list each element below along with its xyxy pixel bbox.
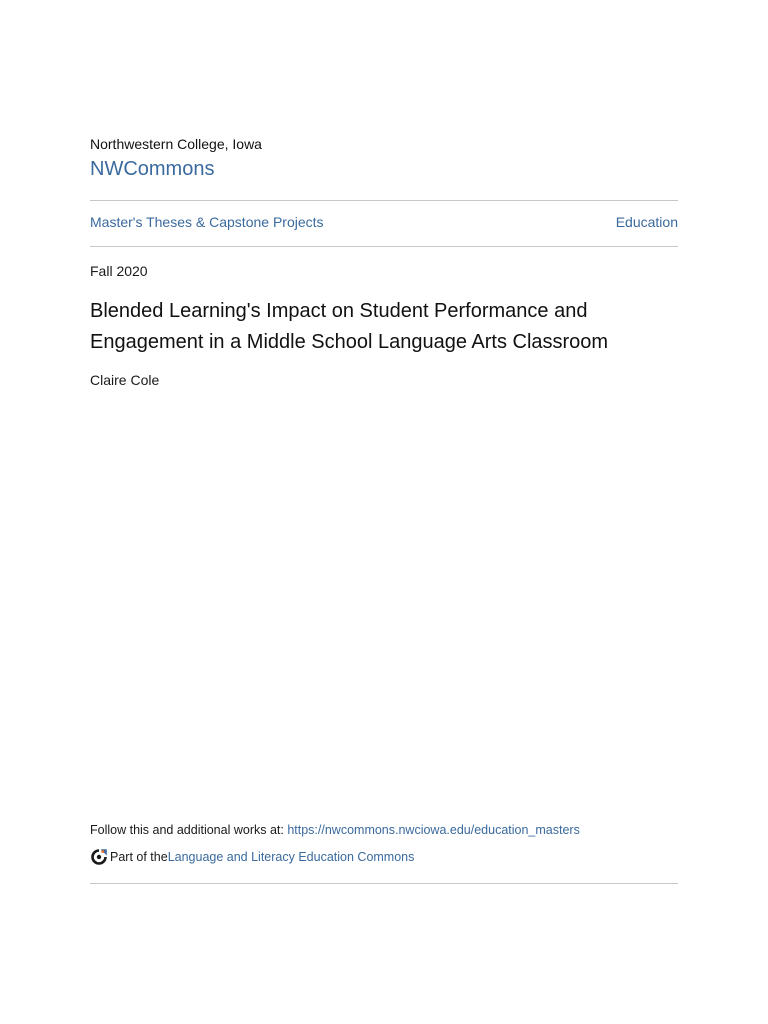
- follow-url-link[interactable]: https://nwcommons.nwciowa.edu/education_masters: [287, 823, 580, 837]
- author-name: Claire Cole: [90, 372, 160, 388]
- follow-line: [90, 823, 580, 837]
- divider-top: [90, 200, 678, 201]
- collection-link[interactable]: Master's Theses & Capstone Projects: [90, 214, 324, 230]
- commons-discipline-link[interactable]: Language and Literacy Education Commons: [167, 850, 415, 864]
- part-of-prefix: Part of the: [110, 850, 168, 864]
- department-link[interactable]: Education: [615, 214, 678, 230]
- cover-page: [90, 0, 678, 1024]
- follow-prefix: Follow this and additional works at:: [90, 823, 288, 837]
- part-of-line: [90, 848, 414, 866]
- network-commons-icon: [90, 848, 108, 866]
- divider-middle: [90, 246, 678, 247]
- repository-link[interactable]: NWCommons: [90, 158, 215, 180]
- institution-name: Northwestern College, Iowa: [90, 136, 262, 152]
- divider-bottom: [90, 883, 678, 884]
- publication-date: Fall 2020: [90, 263, 148, 279]
- document-title: Blended Learning's Impact on Student Performance and Engagement in a Middle School Language Arts Classroom: [90, 300, 609, 353]
